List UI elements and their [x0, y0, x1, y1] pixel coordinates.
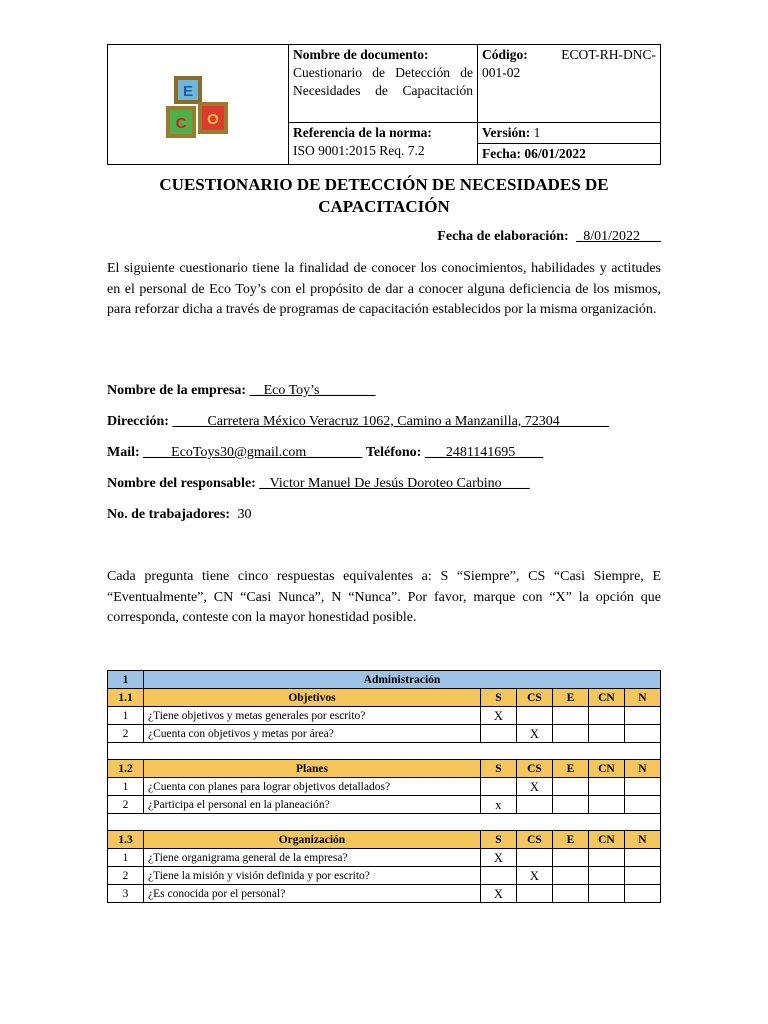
- date-label: Fecha:: [482, 146, 521, 161]
- answer-cell-cs[interactable]: [516, 796, 552, 814]
- section-title: Administración: [144, 671, 661, 689]
- workers-value: 30: [237, 507, 252, 522]
- document-header-table: [107, 44, 661, 165]
- question-text: ¿Es conocida por el personal?: [144, 885, 481, 903]
- section-header-row: [108, 671, 661, 689]
- answer-cell-s[interactable]: X: [480, 885, 516, 903]
- question-row: [108, 707, 661, 725]
- answer-cell-n[interactable]: [624, 885, 660, 903]
- responsible-value: _ Victor Manuel De Jesús Doroteo Carbino____: [259, 476, 530, 491]
- elaboration-date-label: Fecha de elaboración:: [437, 229, 569, 244]
- option-header-cs: CS: [516, 689, 552, 707]
- mail-label: Mail:: [107, 445, 140, 460]
- code-cell: [478, 45, 661, 123]
- instructions-paragraph: Cada pregunta tiene cinco respuestas equivalentes a: S “Siempre”, CS “Casi Siempre, E “Eventualmente”, CN “Casi Nunca”, N “Nunca”. Por favor, marque con “X” la opción que corresponda, conteste con la mayor honestidad posible.: [107, 569, 661, 625]
- elaboration-date-value: _8/01/2022___: [576, 229, 661, 244]
- option-header-cs: CS: [516, 760, 552, 778]
- answer-cell-n[interactable]: [624, 725, 660, 743]
- workers-field: [107, 507, 252, 523]
- subsection-number: 1.2: [108, 760, 144, 778]
- answer-cell-n[interactable]: [624, 778, 660, 796]
- answer-cell-cs[interactable]: [516, 849, 552, 867]
- answer-cell-cs[interactable]: X: [516, 725, 552, 743]
- question-row: [108, 725, 661, 743]
- question-text: ¿Tiene la misión y visión definida y por escrito?: [144, 867, 481, 885]
- address-field: [107, 414, 609, 430]
- intro-paragraph: El siguiente cuestionario tiene la finalidad de conocer los conocimientos, habilidades y actitudes en el personal de Eco Toy’s con el propósito de dar a conocer alguna deficiencia de los mismos, para reforzar dicha a través de programas de capacitación establecidos por la misma organización.: [107, 261, 661, 317]
- question-text: ¿Tiene objetivos y metas generales por escrito?: [144, 707, 481, 725]
- answer-cell-n[interactable]: [624, 707, 660, 725]
- question-row: [108, 867, 661, 885]
- question-row: [108, 778, 661, 796]
- answer-cell-e[interactable]: [552, 867, 588, 885]
- answer-cell-cn[interactable]: [588, 778, 624, 796]
- eco-blocks-logo: [108, 52, 288, 152]
- answer-cell-s[interactable]: X: [480, 849, 516, 867]
- answer-cell-n[interactable]: [624, 867, 660, 885]
- subsection-title: Planes: [144, 760, 481, 778]
- answer-cell-e[interactable]: [552, 707, 588, 725]
- option-header-s: S: [480, 689, 516, 707]
- option-header-n: N: [624, 760, 660, 778]
- elaboration-date: [437, 229, 661, 245]
- responsible-field: [107, 476, 530, 492]
- address-label: Dirección:: [107, 414, 169, 429]
- option-header-e: E: [552, 689, 588, 707]
- option-header-n: N: [624, 831, 660, 849]
- option-header-n: N: [624, 689, 660, 707]
- title-line-2: CAPACITACIÓN: [318, 197, 450, 216]
- logo-letter-e: E: [182, 83, 194, 100]
- option-header-s: S: [480, 831, 516, 849]
- subsection-number: 1.3: [108, 831, 144, 849]
- subsection-header-row: [108, 831, 661, 849]
- version-value: 1: [533, 125, 541, 140]
- version-label: Versión:: [482, 125, 531, 140]
- doc-name-label: Nombre de documento:: [293, 47, 429, 62]
- version-date-cell: [478, 123, 661, 165]
- option-header-e: E: [552, 760, 588, 778]
- option-header-cn: CN: [588, 689, 624, 707]
- logo-letter-o: O: [207, 111, 219, 128]
- answer-cell-s[interactable]: [480, 725, 516, 743]
- answer-cell-cn[interactable]: [588, 707, 624, 725]
- responsible-label: Nombre del responsable:: [107, 476, 256, 491]
- answer-cell-n[interactable]: [624, 849, 660, 867]
- subsection-title: Objetivos: [144, 689, 481, 707]
- company-name-field: [107, 383, 376, 399]
- spacer-row: [108, 814, 661, 831]
- answer-cell-e[interactable]: [552, 849, 588, 867]
- norm-label: Referencia de la norma:: [293, 125, 432, 140]
- question-number: 2: [108, 796, 144, 814]
- code-label: Código:: [482, 47, 528, 62]
- spacer-row: [108, 743, 661, 760]
- option-header-cn: CN: [588, 831, 624, 849]
- document-title: [107, 174, 661, 218]
- code-value: ECOT-RH-DNC-001-02: [482, 47, 656, 80]
- answer-cell-s[interactable]: [480, 867, 516, 885]
- question-text: ¿Cuenta con planes para lograr objetivos detallados?: [144, 778, 481, 796]
- option-header-s: S: [480, 760, 516, 778]
- norm-value: ISO 9001:2015 Req. 7.2: [293, 143, 425, 158]
- answer-cell-e[interactable]: [552, 885, 588, 903]
- answer-cell-cn[interactable]: [588, 796, 624, 814]
- question-number: 3: [108, 885, 144, 903]
- answer-cell-cn[interactable]: [588, 849, 624, 867]
- answer-cell-s[interactable]: x: [480, 796, 516, 814]
- option-header-cs: CS: [516, 831, 552, 849]
- option-header-e: E: [552, 831, 588, 849]
- answer-cell-cs[interactable]: X: [516, 778, 552, 796]
- question-row: [108, 796, 661, 814]
- answer-cell-e[interactable]: [552, 796, 588, 814]
- mail-value: ____EcoToys30@gmail.com________: [143, 445, 363, 460]
- question-text: ¿Tiene organigrama general de la empresa?: [144, 849, 481, 867]
- question-row: [108, 885, 661, 903]
- question-number: 2: [108, 867, 144, 885]
- subsection-header-row: [108, 689, 661, 707]
- answer-cell-n[interactable]: [624, 796, 660, 814]
- answer-cell-cn[interactable]: [588, 867, 624, 885]
- question-number: 1: [108, 778, 144, 796]
- answer-cell-cn[interactable]: [588, 725, 624, 743]
- subsection-number: 1.1: [108, 689, 144, 707]
- answer-cell-cn[interactable]: [588, 885, 624, 903]
- address-value: _____Carretera México Veracruz 1062, Camino a Manzanilla, 72304_______: [172, 414, 609, 429]
- question-text: ¿Participa el personal en la planeación?: [144, 796, 481, 814]
- workers-label: No. de trabajadores:: [107, 507, 231, 522]
- doc-name-value: Cuestionario de Detección de Necesidades de Capacitación: [293, 65, 473, 98]
- question-number: 2: [108, 725, 144, 743]
- date-value: 06/01/2022: [524, 146, 586, 161]
- logo-cell: [108, 45, 289, 165]
- phone-label: Teléfono:: [365, 445, 422, 460]
- company-name-value: __Eco Toy’s________: [249, 383, 376, 398]
- option-header-cn: CN: [588, 760, 624, 778]
- doc-name-cell: [289, 45, 478, 123]
- section-number: 1: [108, 671, 144, 689]
- question-number: 1: [108, 707, 144, 725]
- contact-field: [107, 445, 543, 461]
- answer-cell-cs[interactable]: [516, 707, 552, 725]
- subsection-header-row: [108, 760, 661, 778]
- questionnaire-table: [107, 670, 661, 903]
- title-line-1: CUESTIONARIO DE DETECCIÓN DE NECESIDADES DE: [159, 175, 609, 194]
- question-number: 1: [108, 849, 144, 867]
- subsection-title: Organización: [144, 831, 481, 849]
- answer-cell-cs[interactable]: X: [516, 867, 552, 885]
- question-text: ¿Cuenta con objetivos y metas por área?: [144, 725, 481, 743]
- answer-cell-s[interactable]: [480, 778, 516, 796]
- answer-cell-e[interactable]: [552, 778, 588, 796]
- company-name-label: Nombre de la empresa:: [107, 383, 247, 398]
- question-row: [108, 849, 661, 867]
- phone-value: ___2481141695____: [424, 445, 544, 460]
- logo-letter-c: C: [175, 115, 187, 132]
- answer-cell-e[interactable]: [552, 725, 588, 743]
- answer-cell-cs[interactable]: [516, 885, 552, 903]
- answer-cell-s[interactable]: X: [480, 707, 516, 725]
- norm-cell: [289, 123, 478, 165]
